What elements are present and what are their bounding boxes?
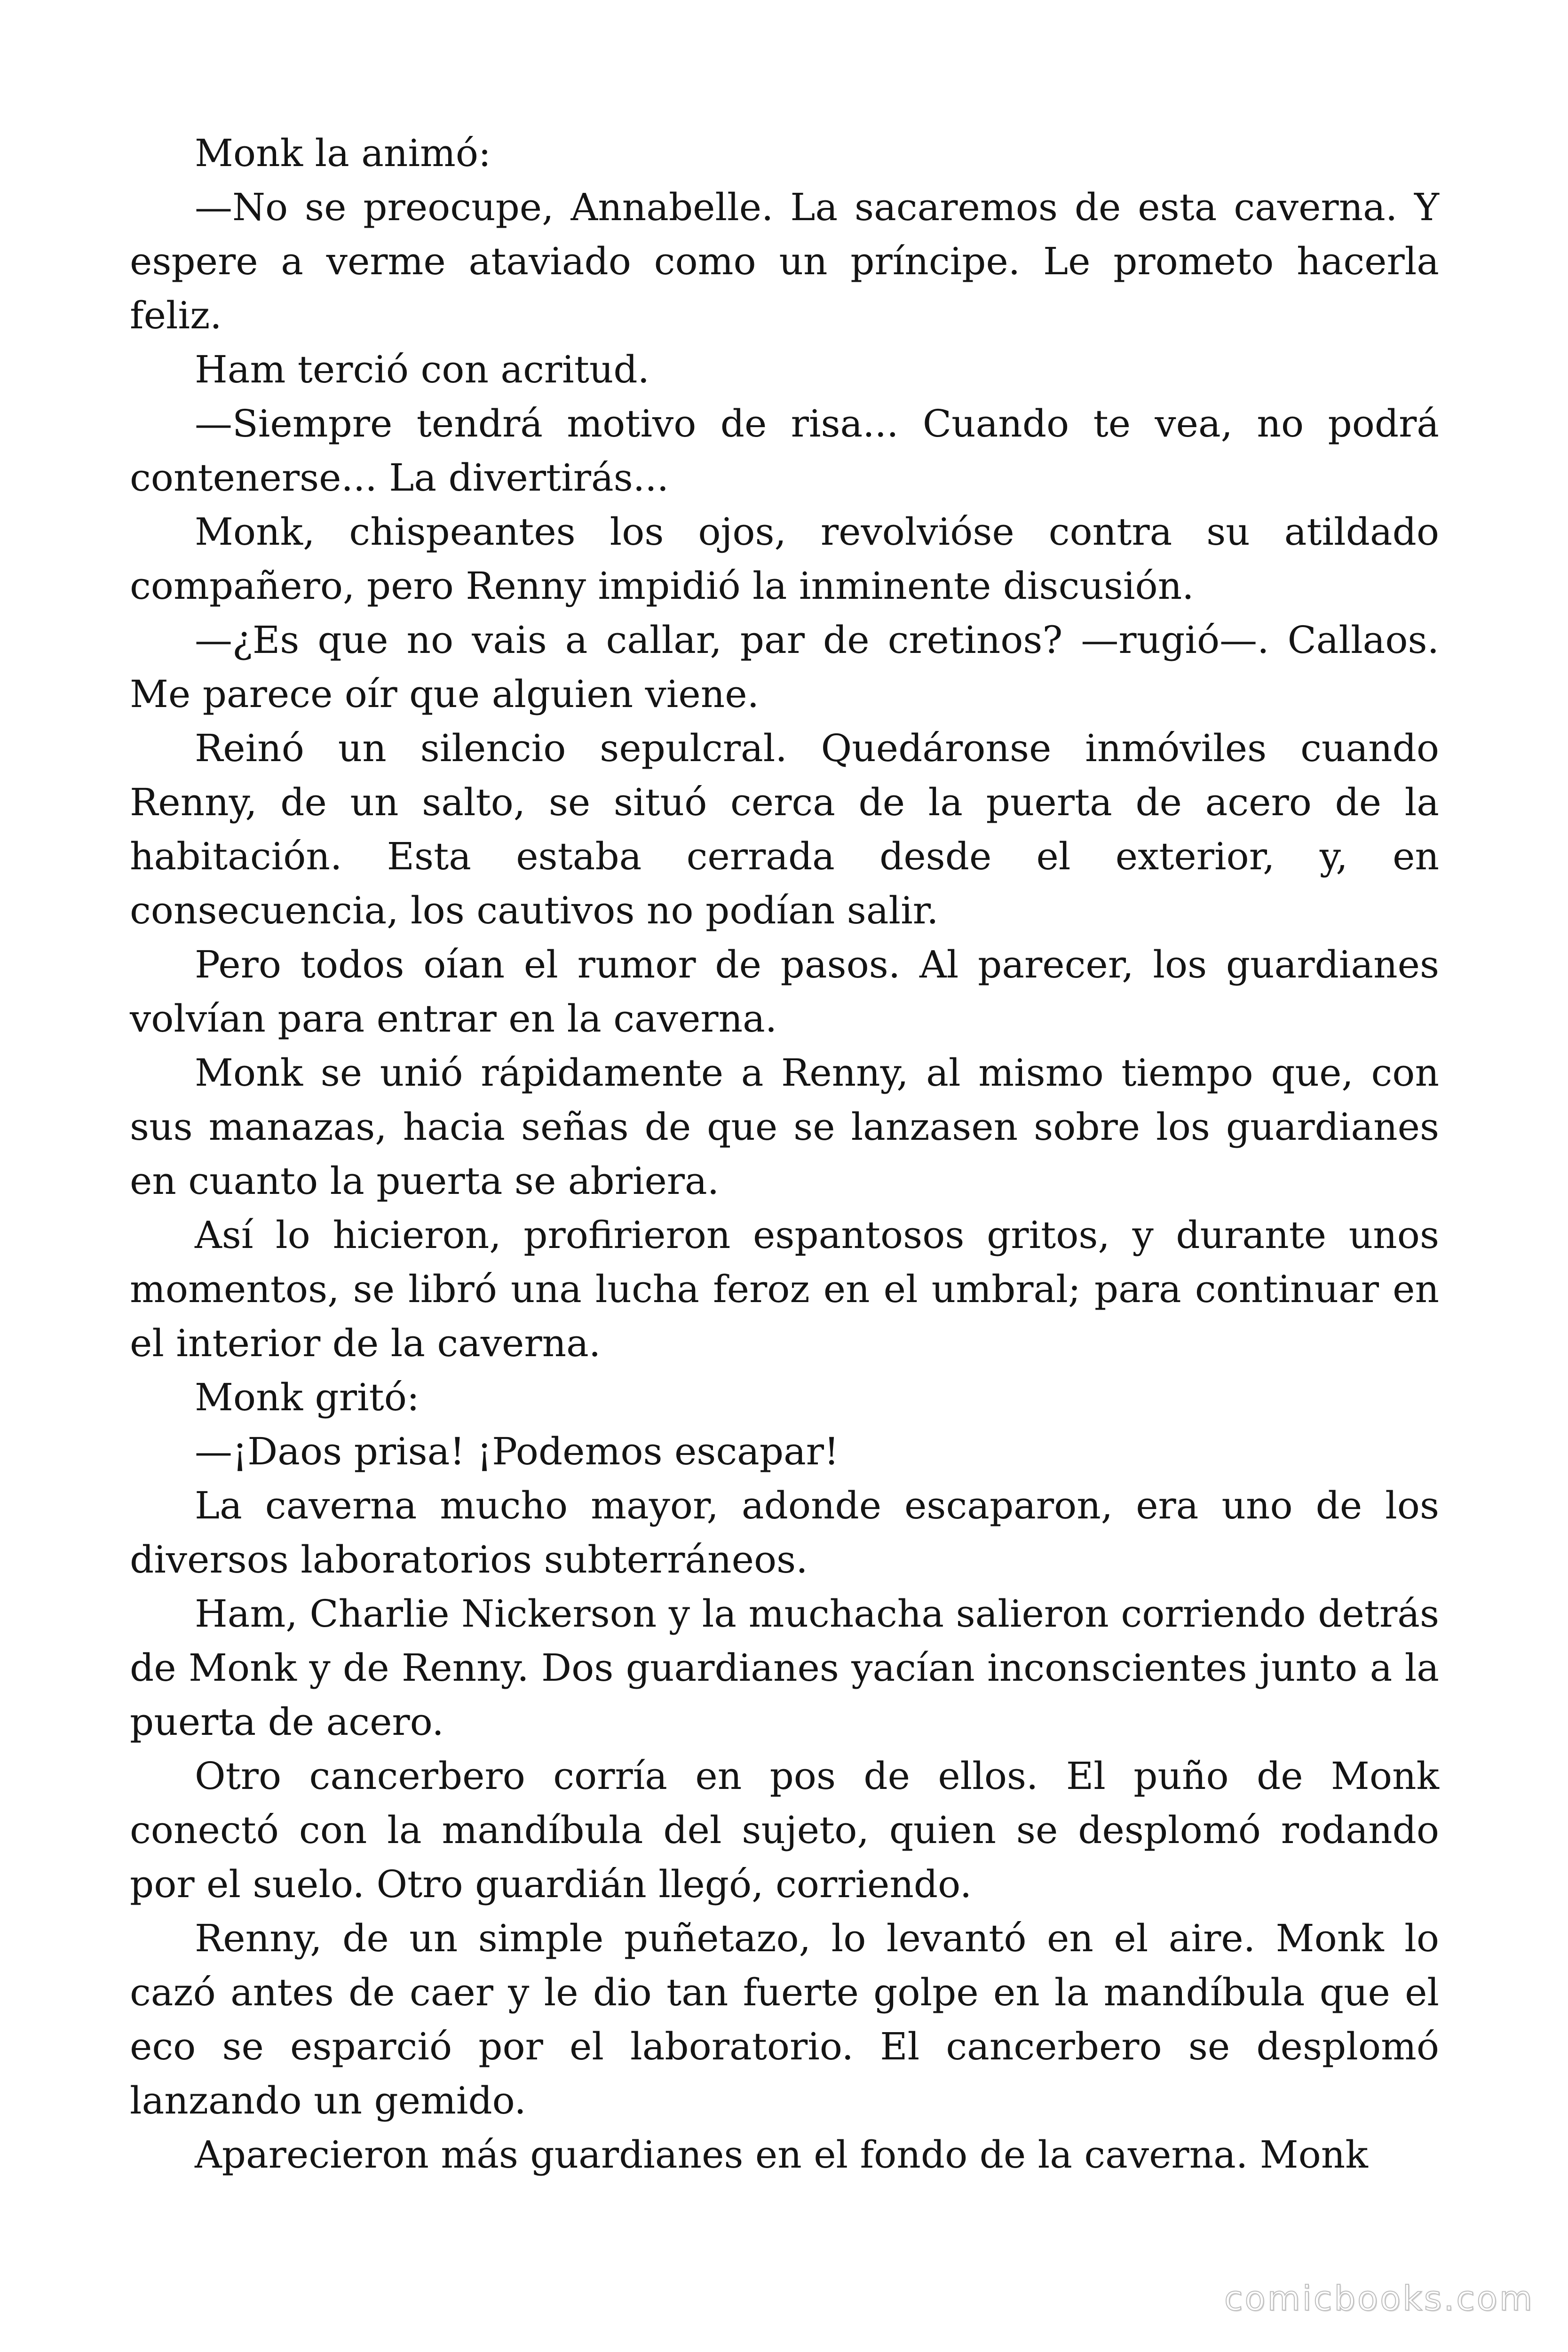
paragraph: —¡Daos prisa! ¡Podemos escapar! xyxy=(195,1430,839,1473)
paragraph: Reinó un silencio sepulcral. Quedáronse inmóviles cuando Renny, de un salto, se situó cerca de la puerta de acero de la habitación. Esta estaba cerrada desde el exterior, y, en consecuencia, los cautivos no podían salir. xyxy=(130,726,1439,932)
paragraph: Ham, Charlie Nickerson y la muchacha salieron corriendo detrás de Monk y de Renny. Dos guardianes yacían inconscientes junto a la puerta de acero. xyxy=(130,1592,1439,1744)
watermark: comicbooks.com xyxy=(1224,2279,1534,2318)
paragraph: Pero todos oían el rumor de pasos. Al parecer, los guardianes volvían para entrar en la caverna. xyxy=(130,943,1439,1041)
page-body xyxy=(130,126,1439,2182)
paragraph: —¿Es que no vais a callar, par de cretinos? —rugió—. Callaos. Me parece oír que alguien viene. xyxy=(130,618,1439,716)
paragraph: Monk la animó: xyxy=(195,131,491,175)
paragraph: Renny, de un simple puñetazo, lo levantó en el aire. Monk lo cazó antes de caer y le dio tan fuerte golpe en la mandíbula que el eco se esparció por el laboratorio. El cancerbero se desplomó lanzando un gemido. xyxy=(130,1916,1439,2122)
paragraph: Monk, chispeantes los ojos, revolvióse contra su atildado compañero, pero Renny impidió la inminente discusión. xyxy=(130,510,1439,608)
paragraph: Aparecieron más guardianes en el fondo de la caverna. Monk xyxy=(195,2133,1368,2177)
paragraph: Otro cancerbero corría en pos de ellos. El puño de Monk conectó con la mandíbula del sujeto, quien se desplomó rodando por el suelo. Otro guardián llegó, corriendo. xyxy=(130,1754,1439,1906)
paragraph: Monk gritó: xyxy=(195,1375,420,1419)
paragraph: —No se preocupe, Annabelle. La sacaremos de esta caverna. Y espere a verme ataviado como un príncipe. Le prometo hacerla feliz. xyxy=(130,185,1439,337)
paragraph: Así lo hicieron, profirieron espantosos gritos, y durante unos momentos, se libró una lucha feroz en el umbral; para continuar en el interior de la caverna. xyxy=(130,1213,1439,1365)
paragraph: La caverna mucho mayor, adonde escaparon, era uno de los diversos laboratorios subterráneos. xyxy=(130,1484,1439,1581)
paragraph: —Siempre tendrá motivo de risa... Cuando te vea, no podrá contenerse... La divertirás... xyxy=(130,402,1439,500)
paragraph: Monk se unió rápidamente a Renny, al mismo tiempo que, con sus manazas, hacia señas de que se lanzasen sobre los guardianes en cuanto la puerta se abriera. xyxy=(130,1051,1439,1203)
paragraph: Ham terció con acritud. xyxy=(195,348,650,391)
